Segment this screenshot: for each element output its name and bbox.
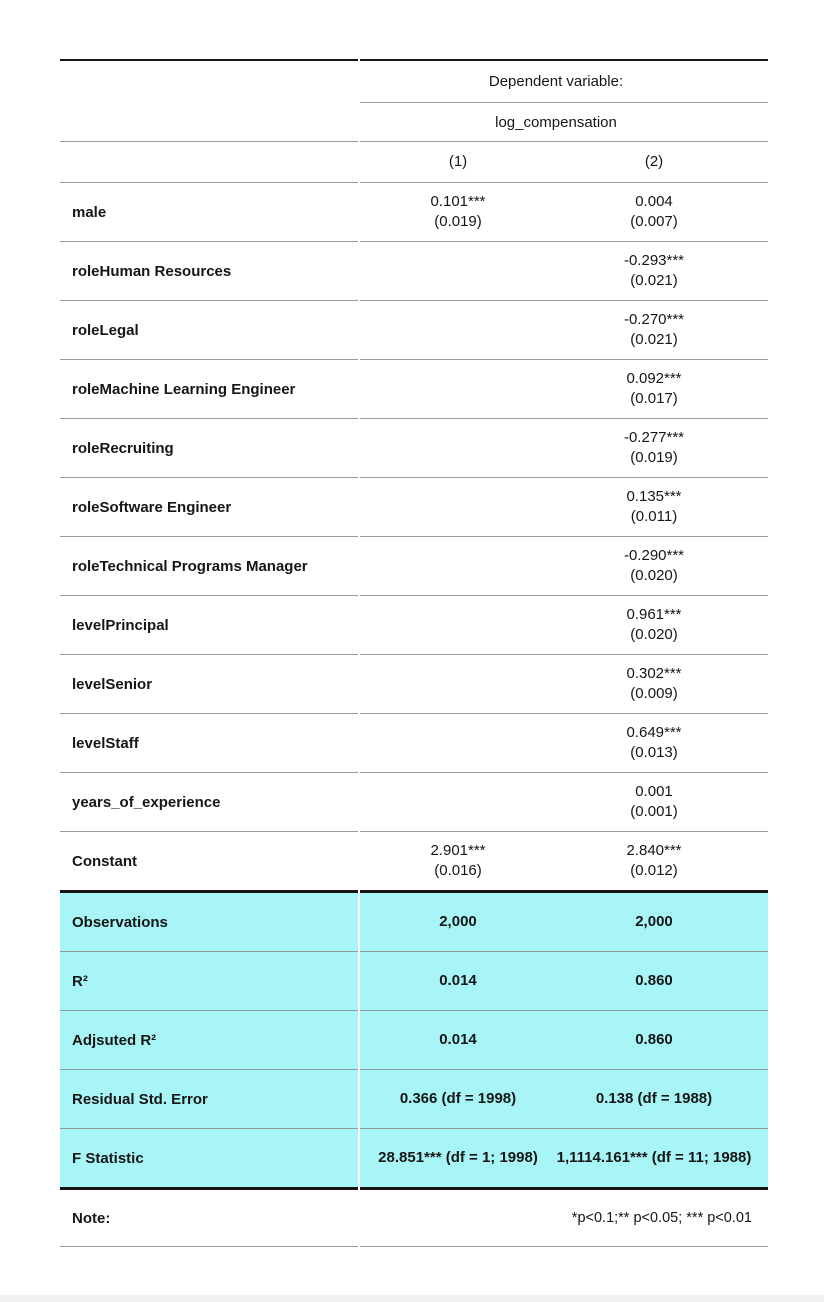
coefficient-row xyxy=(60,183,768,242)
model-2-coefficient: 0.004 xyxy=(635,193,673,210)
row-label: roleSoftware Engineer xyxy=(60,478,358,537)
row-label: levelStaff xyxy=(60,714,358,773)
header-empty-cell xyxy=(60,142,358,183)
row-label: roleHuman Resources xyxy=(60,242,358,301)
coefficient-cell-group xyxy=(360,605,752,645)
row-label: roleTechnical Programs Manager xyxy=(60,537,358,596)
coefficient-cell-group xyxy=(360,192,752,232)
summary-cells xyxy=(360,1129,768,1190)
coefficient-cell-group xyxy=(360,723,752,763)
model-1-cell xyxy=(360,251,556,291)
coefficient-cell-group xyxy=(360,428,752,468)
model-1-cell xyxy=(360,310,556,350)
header-row-dependent-name xyxy=(60,103,768,142)
coefficient-row xyxy=(60,537,768,596)
summary-label: Residual Std. Error xyxy=(60,1070,358,1129)
model-2-coefficient: 0.135*** xyxy=(626,488,682,505)
model-1-coefficient: 0.101*** xyxy=(430,193,486,210)
model-2-cell xyxy=(556,310,752,350)
coefficient-cell-group xyxy=(360,546,752,586)
coefficient-cell-group xyxy=(360,251,752,291)
model-1-header: (1) xyxy=(448,153,468,170)
model-2-cell xyxy=(556,546,752,586)
header-row-model-numbers xyxy=(60,142,768,183)
model-2-summary-value: 0.138 (df = 1988) xyxy=(595,1090,713,1107)
note-label: Note: xyxy=(60,1190,358,1247)
model-2-std-error: (0.011) xyxy=(630,508,678,525)
model-1-coefficient: 2.901*** xyxy=(430,842,486,859)
coefficient-row xyxy=(60,419,768,478)
model-1-std-error: (0.019) xyxy=(434,213,482,230)
note-row xyxy=(60,1190,768,1247)
coefficient-row xyxy=(60,360,768,419)
model-1-cell xyxy=(360,782,556,822)
model-1-cell xyxy=(360,369,556,409)
coefficient-cell-group xyxy=(360,310,752,350)
coefficient-row xyxy=(60,655,768,714)
model-2-std-error: (0.017) xyxy=(630,390,678,407)
summary-cell-group xyxy=(360,1148,752,1168)
model-1-cell xyxy=(360,487,556,527)
model-1-cell xyxy=(360,546,556,586)
model-2-coefficient: 2.840*** xyxy=(626,842,682,859)
model-2-std-error: (0.020) xyxy=(630,567,678,584)
header-empty-cell xyxy=(60,59,358,103)
row-label: levelPrincipal xyxy=(60,596,358,655)
model-2-cell xyxy=(556,487,752,527)
coefficient-cell-group xyxy=(360,841,752,881)
coefficient-row xyxy=(60,773,768,832)
coefficient-cells xyxy=(360,419,768,478)
model-2-cell xyxy=(556,369,752,409)
model-1-summary-value: 28.851*** (df = 1; 1998) xyxy=(378,1149,538,1166)
model-2-coefficient: 0.649*** xyxy=(626,724,682,741)
row-label: male xyxy=(60,183,358,242)
model-1-cell xyxy=(360,192,556,232)
model-1-cell xyxy=(360,723,556,763)
coefficient-cells xyxy=(360,537,768,596)
model-1-cell xyxy=(360,605,556,645)
model-1-cell xyxy=(360,841,556,881)
coefficient-cells xyxy=(360,714,768,773)
coefficient-cells xyxy=(360,183,768,242)
note-text: *p<0.1;** p<0.05; *** p<0.01 xyxy=(360,1190,768,1247)
coefficient-row xyxy=(60,832,768,893)
model-1-summary-value: 0.014 xyxy=(439,1031,477,1048)
summary-cells xyxy=(360,893,768,952)
coefficient-cell-group xyxy=(360,782,752,822)
model-1-std-error: (0.016) xyxy=(434,862,482,879)
row-label: roleMachine Learning Engineer xyxy=(60,360,358,419)
row-label: levelSenior xyxy=(60,655,358,714)
summary-cell-group xyxy=(360,912,752,932)
summary-cell-group xyxy=(360,971,752,991)
coefficient-cells xyxy=(360,655,768,714)
summary-row xyxy=(60,1070,768,1129)
model-1-cell xyxy=(360,428,556,468)
model-2-coefficient: -0.270*** xyxy=(623,311,685,328)
coefficient-cell-group xyxy=(360,487,752,527)
model-2-coefficient: -0.277*** xyxy=(623,429,685,446)
summary-cells xyxy=(360,1070,768,1129)
model-2-coefficient: 0.961*** xyxy=(626,606,682,623)
regression-table-grid xyxy=(58,59,770,1247)
model-2-coefficient: -0.293*** xyxy=(623,252,685,269)
dependent-variable-name: log_compensation xyxy=(360,103,768,142)
model-2-std-error: (0.013) xyxy=(630,744,678,761)
model-2-coefficient: 0.302*** xyxy=(626,665,682,682)
model-2-cell xyxy=(556,605,752,645)
model-2-coefficient: -0.290*** xyxy=(623,547,685,564)
model-1-summary-value: 0.366 (df = 1998) xyxy=(399,1090,517,1107)
coefficient-cell-group xyxy=(360,369,752,409)
bottom-edge-strip xyxy=(0,1295,824,1302)
model-2-coefficient: 0.092*** xyxy=(626,370,682,387)
model-2-std-error: (0.012) xyxy=(630,862,678,879)
coefficient-cells xyxy=(360,596,768,655)
model-2-std-error: (0.001) xyxy=(630,803,678,820)
summary-row xyxy=(60,1129,768,1190)
header-empty-cell xyxy=(60,103,358,142)
summary-cells xyxy=(360,952,768,1011)
coefficient-row xyxy=(60,242,768,301)
summary-cells xyxy=(360,1011,768,1070)
coefficient-cells xyxy=(360,478,768,537)
summary-row xyxy=(60,1011,768,1070)
summary-label: R² xyxy=(60,952,358,1011)
coefficient-row xyxy=(60,478,768,537)
row-label: roleRecruiting xyxy=(60,419,358,478)
row-label: roleLegal xyxy=(60,301,358,360)
model-2-std-error: (0.020) xyxy=(630,626,678,643)
dependent-variable-label: Dependent variable: xyxy=(360,59,768,103)
model-2-cell xyxy=(556,723,752,763)
model-2-coefficient: 0.001 xyxy=(635,783,673,800)
model-2-cell xyxy=(556,841,752,881)
model-2-std-error: (0.021) xyxy=(630,331,678,348)
model-2-cell xyxy=(556,664,752,704)
model-2-std-error: (0.019) xyxy=(630,449,678,466)
summary-row xyxy=(60,952,768,1011)
summary-cell-group xyxy=(360,1089,752,1109)
coefficient-row xyxy=(60,714,768,773)
header-row-dependent-variable xyxy=(60,59,768,103)
summary-label: F Statistic xyxy=(60,1129,358,1190)
row-label: years_of_experience xyxy=(60,773,358,832)
model-2-summary-value: 0.860 xyxy=(635,972,673,989)
coefficient-cell-group xyxy=(360,664,752,704)
coefficient-cells xyxy=(360,360,768,419)
summary-label: Observations xyxy=(60,893,358,952)
regression-table xyxy=(58,59,770,1247)
model-2-cell xyxy=(556,428,752,468)
model-2-summary-value: 0.860 xyxy=(635,1031,673,1048)
model-2-cell xyxy=(556,192,752,232)
coefficient-cells xyxy=(360,242,768,301)
coefficient-cells xyxy=(360,832,768,893)
model-2-header: (2) xyxy=(644,153,664,170)
summary-row xyxy=(60,893,768,952)
model-2-std-error: (0.021) xyxy=(630,272,678,289)
row-label: Constant xyxy=(60,832,358,893)
coefficient-row xyxy=(60,596,768,655)
model-2-cell xyxy=(556,782,752,822)
model-1-cell xyxy=(360,664,556,704)
summary-cell-group xyxy=(360,1030,752,1050)
summary-label: Adjsuted R² xyxy=(60,1011,358,1070)
model-2-summary-value: 1,1114.161*** (df = 11; 1988) xyxy=(556,1149,752,1166)
model-2-cell xyxy=(556,251,752,291)
model-1-summary-value: 0.014 xyxy=(439,972,477,989)
model-2-std-error: (0.009) xyxy=(630,685,678,702)
coefficient-cells xyxy=(360,301,768,360)
model-number-cells xyxy=(360,142,768,183)
model-2-std-error: (0.007) xyxy=(630,213,678,230)
model-1-summary-value: 2,000 xyxy=(439,913,477,930)
model-2-summary-value: 2,000 xyxy=(635,913,673,930)
coefficient-row xyxy=(60,301,768,360)
coefficient-cells xyxy=(360,773,768,832)
